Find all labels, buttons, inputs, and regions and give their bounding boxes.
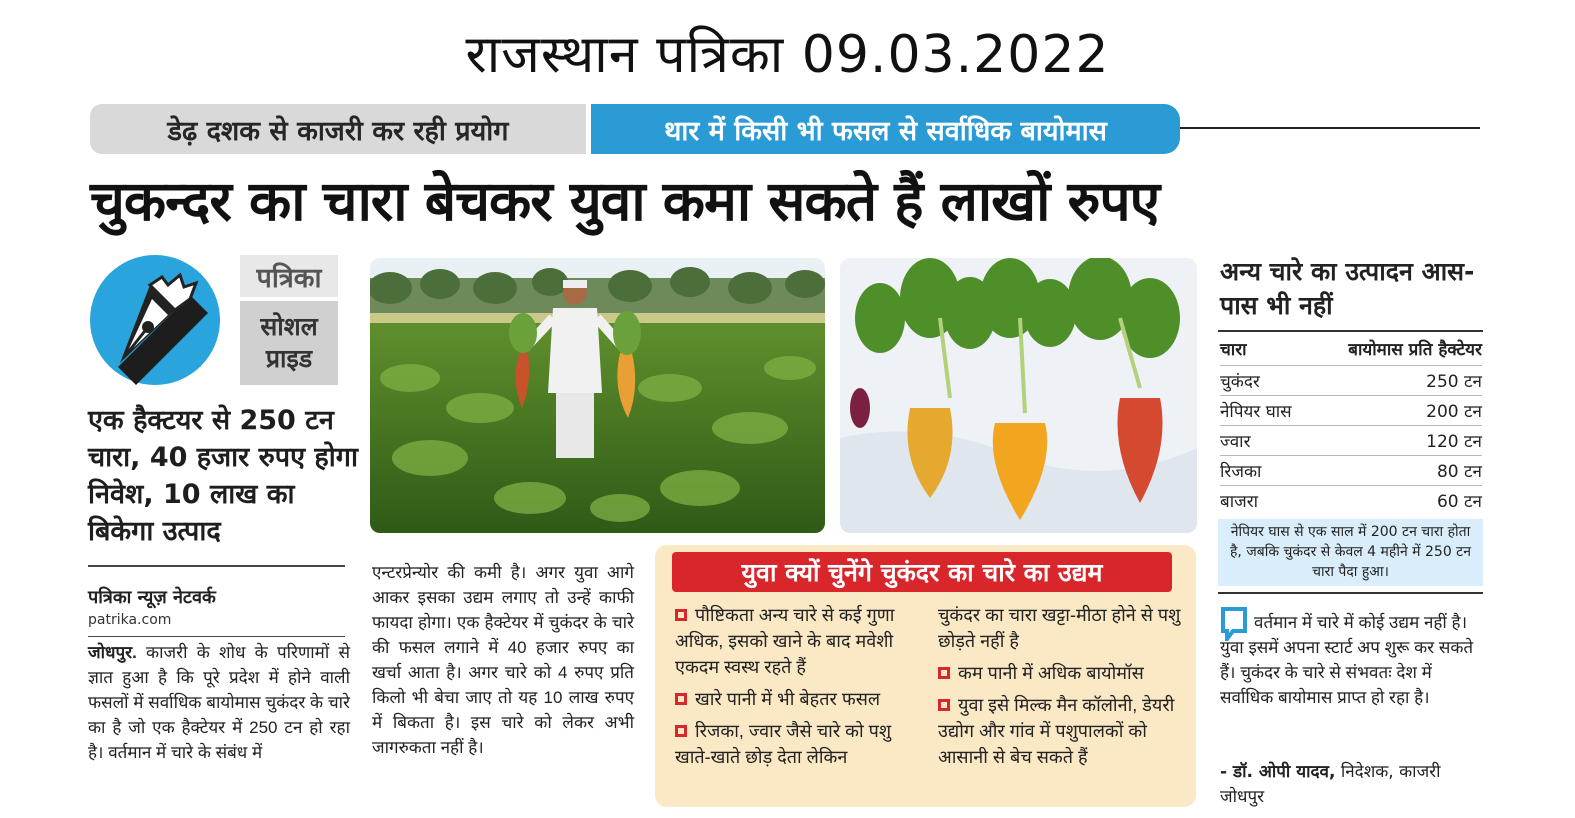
box-item — [938, 660, 1183, 686]
kicker-right: थार में किसी भी फसल से सर्वाधिक बायोमास — [591, 104, 1180, 154]
table-cell-crop: बाजरा — [1220, 491, 1259, 512]
box-item-text: युवा इसे मिल्क मैन कॉलोनी, डेयरी उद्योग और गांव में पशुपालकों को आसानी से बेच सकते हैं — [938, 695, 1175, 767]
expert-quote: वर्तमान में चारे में कोई उद्यम नहीं है। युवा इसमें अपना स्टार्ट अप शुरू कर सकते हैं। चुकंदर के चारे से संभवतः देश में सर्वाधिक बायोमास प्राप्त हो रहा है। — [1220, 613, 1474, 707]
table-header-biomass: बायोमास प्रति हैक्टेयर — [1348, 340, 1482, 360]
logo-tagline — [240, 301, 338, 385]
square-bullet-icon — [675, 693, 687, 705]
box-item-continued: चुकंदर का चारा खट्टा-मीठा होने से पशु छोड़ते नहीं है — [938, 605, 1181, 651]
box-item — [675, 686, 925, 712]
square-bullet-icon — [675, 725, 687, 737]
table-header-crop: चारा — [1220, 340, 1247, 360]
table-cell-value: 80 टन — [1436, 461, 1482, 482]
table-cell-value: 200 टन — [1426, 401, 1482, 422]
why-youth-box-title: युवा क्यों चुनेंगे चुकंदर का चारे का उद्यम — [672, 552, 1172, 592]
story-column-2: एन्टरप्रेन्योर की कमी है। अगर युवा आगे आकर इसका उद्यम लगाए तो उन्हें काफी फायदा होगा। एक हैक्टेयर में चुकंदर के चारे की फसल लगाने में 40 हजार रुपए का खर्चा आता है। अगर चारे को 4 रुपए प्रति किलो भी बेचा जाए तो यह 10 लाख रुपए में बिकता है। इस चारे को लेकर अभी जागरुकता नहीं है। — [372, 563, 634, 757]
box-item — [675, 602, 925, 680]
table-row — [1220, 395, 1482, 424]
table-row — [1220, 425, 1482, 454]
box-item — [675, 718, 925, 770]
table-header — [1220, 337, 1482, 360]
subhead: एक हैक्टयर से 250 टन चारा, 40 हजार रुपए होगा निवेश, 10 लाख का बिकेगा उत्पाद — [88, 405, 358, 547]
logo-line2: प्राइड — [265, 344, 313, 373]
table-row — [1220, 365, 1482, 394]
table-cell-crop: नेपियर घास — [1220, 401, 1292, 422]
story-col1-text: काजरी के शोध के परिणामों से ज्ञात हुआ है कि पूरे प्रदेश में होने वाली फसलों में सर्वाधिक बायोमास चुकंदर के चारे का है जो एक हैक्टेयर में 250 टन हो रहा है। वर्तमान में चारे के संबंध में — [88, 643, 350, 762]
table-rule — [1218, 330, 1483, 332]
table-cell-value: 250 टन — [1426, 371, 1482, 392]
story-column-1 — [88, 640, 350, 765]
beetroots-photo — [840, 258, 1197, 533]
farmer-field-photo — [370, 258, 825, 533]
table-cell-value: 120 टन — [1426, 431, 1482, 452]
masthead: राजस्थान पत्रिका 09.03.2022 — [465, 25, 1110, 85]
byline-rule — [88, 636, 345, 637]
why-youth-col2 — [938, 602, 1183, 776]
quote-role: निदेशक, काजरी जोधपुर — [1220, 762, 1441, 807]
dateline: जोधपुर. — [88, 643, 137, 662]
box-item-text: कम पानी में अधिक बायोमॉस — [958, 663, 1144, 683]
headline: चुकन्दर का चारा बेचकर युवा कमा सकते हैं लाखों रुपए — [90, 169, 1160, 233]
square-bullet-icon — [938, 699, 950, 711]
table-cell-crop: रिजका — [1220, 461, 1262, 482]
table-bottom-rule — [1218, 592, 1483, 594]
square-bullet-icon — [675, 609, 687, 621]
byline: पत्रिका न्यूज़ नेटवर्क — [88, 587, 216, 608]
box-item-text: खारे पानी में भी बेहतर फसल — [695, 689, 881, 709]
patrika-social-pride-logo — [90, 255, 338, 385]
byline-url: patrika.com — [88, 612, 172, 628]
table-note: नेपियर घास से एक साल में 200 टन चारा होता है, जबकि चुकंदर से केवल 4 महीने में 250 टन चारा पैदा हुआ। — [1218, 519, 1483, 586]
table-cell-value: 60 टन — [1436, 491, 1482, 512]
table-row — [1220, 485, 1482, 514]
kicker-rule — [1180, 127, 1480, 129]
box-item-text: रिजका, ज्वार जैसे चारे को पशु खाते-खाते छोड़ देता लेकिन — [675, 721, 892, 767]
logo-line1: सोशल — [260, 312, 318, 341]
quote-author: - डॉ. ओपी यादव, — [1220, 762, 1336, 782]
table-title: अन्य चारे का उत्पादन आस-पास भी नहीं — [1220, 257, 1475, 320]
table-row — [1220, 455, 1482, 484]
kicker-left: डेढ़ दशक से काजरी कर रही प्रयोग — [90, 104, 586, 154]
quote-attribution — [1220, 760, 1485, 810]
why-youth-col1 — [675, 602, 925, 776]
table-cell-crop: चुकंदर — [1220, 371, 1260, 392]
box-item-text: पौष्टिकता अन्य चारे से कई गुणा अधिक, इसको खाने के बाद मवेशी एकदम स्वस्थ रहते हैं — [675, 605, 895, 677]
subhead-rule — [88, 565, 345, 567]
box-item — [938, 692, 1183, 770]
logo-brand: पत्रिका — [240, 255, 338, 297]
table-cell-crop: ज्वार — [1220, 431, 1251, 452]
square-bullet-icon — [938, 667, 950, 679]
pen-nib-crown-icon — [90, 255, 220, 385]
